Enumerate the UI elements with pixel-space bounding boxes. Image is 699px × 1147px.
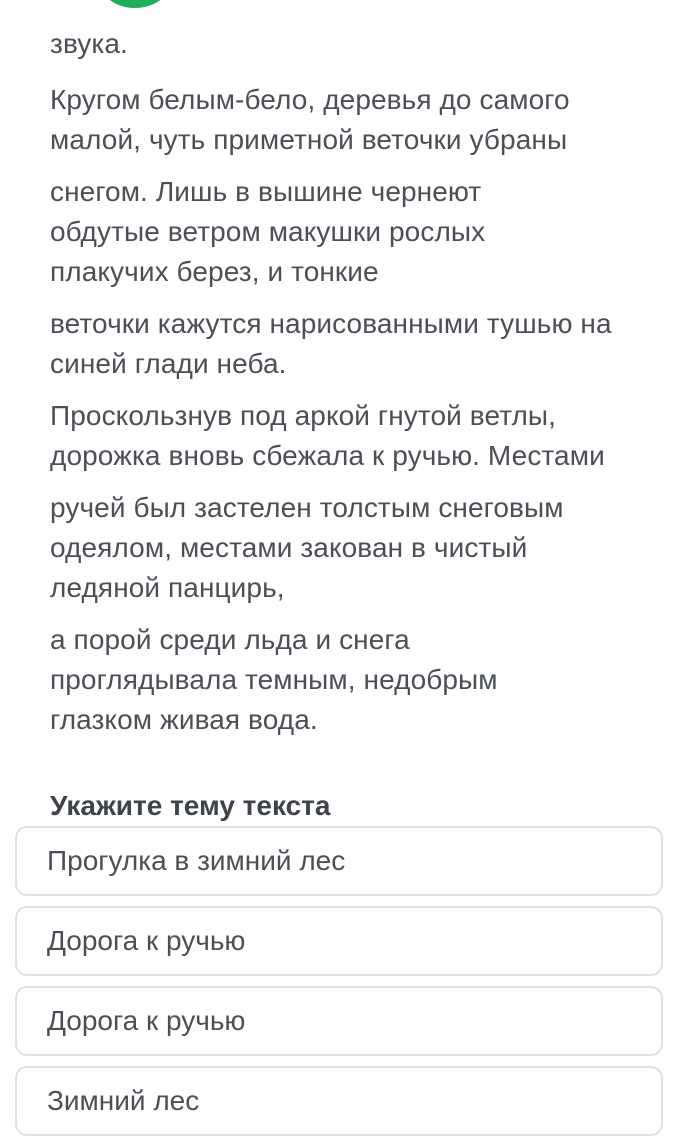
answer-option-label: Дорога к ручью (47, 925, 246, 956)
answer-option-label: Зимний лес (47, 1085, 200, 1116)
passage-paragraph: а порой среди льда и снега проглядывала темным, недобрым глазком живая вода. (50, 624, 498, 735)
answer-option-label: Прогулка в зимний лес (47, 845, 346, 876)
passage-paragraph: Кругом белым-бело, деревья до самого малой, чуть приметной веточки убраны (50, 84, 570, 155)
passage-paragraph: веточки кажутся нарисованными тушью на синей глади неба. (50, 308, 612, 379)
question-title: Укажите тему текста (50, 790, 331, 821)
answer-options (15, 826, 663, 1146)
answer-option-4[interactable] (15, 1066, 663, 1136)
avatar (100, 0, 170, 8)
answer-option-2[interactable] (15, 906, 663, 976)
answer-option-3[interactable] (15, 986, 663, 1056)
passage-paragraph: звука. (50, 28, 128, 59)
passage-paragraph: Проскользнув под аркой гнутой ветлы, дорожка вновь сбежала к ручью. Местами (50, 400, 605, 471)
passage-paragraph: ручей был застелен толстым снеговым одеялом, местами закован в чистый ледяной панцирь, (50, 492, 564, 603)
answer-option-1[interactable] (15, 826, 663, 896)
answer-option-label: Дорога к ручью (47, 1005, 246, 1036)
passage-text (50, 24, 650, 740)
passage-paragraph: снегом. Лишь в вышине чернеют обдутые ветром макушки рослых плакучих берез, и тонкие (50, 176, 486, 287)
